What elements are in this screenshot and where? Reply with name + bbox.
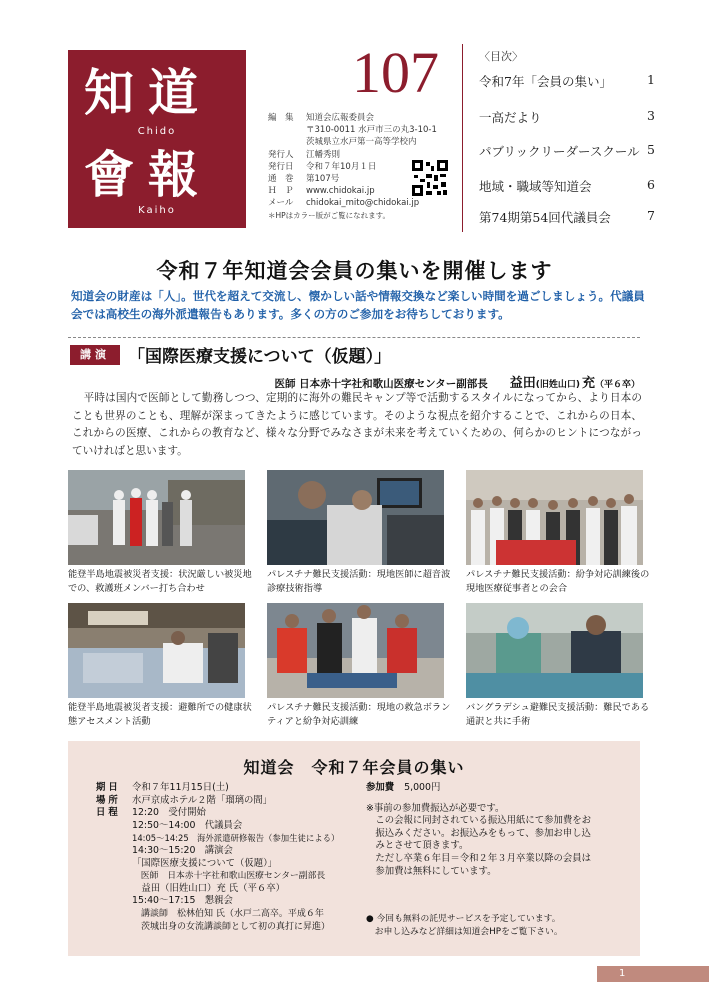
toc-item-page: 3 [647, 108, 655, 123]
toc-item-label: 令和7年「会員の集い」 [479, 74, 612, 89]
qr-code-icon[interactable] [412, 160, 448, 196]
fee-amount: 5,000円 [404, 782, 441, 793]
colophon-key: 発行日 [268, 161, 294, 172]
photo-surgery [466, 603, 643, 698]
colophon-key [268, 136, 306, 148]
speaker-role: 医師 日本赤十字社和歌山医療センター副部長 [274, 378, 488, 390]
speaker-maiden-name: (旧姓山口) [535, 380, 580, 390]
toc-item-page: 6 [647, 177, 655, 192]
colophon-value: 第107号 [306, 174, 340, 185]
colophon-row [268, 197, 468, 209]
colophon-key: 編 集 [268, 113, 294, 123]
page-headline: 令和７年知道会会員の集いを開催します [156, 259, 553, 283]
schedule-item: 講談師 松林伯知 氏（水戸二高卒。平成６年 [132, 908, 324, 919]
colophon-value: 知道会広報委員会 [306, 113, 375, 123]
logo-romaji-bottom: Kaiho [138, 205, 176, 216]
colophon-note: ＊HPはカラー版がご覧になれます。 [268, 210, 391, 220]
photo-caption: パレスチナ難民支援活動：現地医師に超音波診療技術指導 [267, 569, 451, 594]
lead-paragraph: 知道会の財産は「人」。世代を超えて交流し、懐かしい話や情報交換など楽しい時間を過ごしましょう。代議員会では高校生の海外派遣報告もあります。多くの方のご参加をお待ちしております。 [71, 289, 645, 321]
colophon-value: 令和７年10月１日 [306, 161, 377, 172]
toc-label: 〈目次〉 [479, 50, 523, 63]
photo-caption: パレスチナ難民支援活動：紛争対応訓練後の現地医療従事者との会合 [466, 569, 650, 594]
childcare-notes [366, 913, 563, 938]
event-date-row [96, 782, 386, 795]
fee-note: みとさせて頂きます。 [366, 840, 469, 852]
colophon-key: メール [268, 198, 294, 209]
page-number: 1 [597, 966, 709, 982]
lecture-body: 平時は国内で医師として勤務しつつ、定期的に海外の難民キャンプ等で活動するスタイルになってから、より日本のことも世界のことも、理解が深まってきたように感じています。そのような視点を紹介することで、これからの日本、これからの医療、これからの教育など、様々な分野でみなさまが未来を考えていくための、何らかのヒントにつながっていければと思います。 [72, 392, 642, 457]
toc-item-label: 地域・職域等知道会 [479, 179, 592, 194]
childcare-note: お申し込みなど詳細は知道会HPをご覧下さい。 [366, 926, 563, 937]
schedule-item: 12:50～14:00 代議員会 [132, 819, 243, 831]
event-place-row [96, 795, 386, 808]
schedule-item: 益田（旧姓山口）充 氏（平６卒） [132, 882, 285, 894]
fee-note: ※事前の参加費振込が必要です。 [366, 802, 505, 814]
colophon-row [268, 124, 468, 136]
fee-note: 振込みください。お振込みをもって、参加お申し込 [366, 827, 591, 839]
lecture-title: 「国際医療支援について（仮題）」 [128, 347, 392, 367]
schedule-item: 12:20 受付開始 [132, 807, 206, 819]
colophon-row [268, 136, 468, 148]
photo-staff-group [466, 470, 643, 565]
photo-caption: 能登半島地震被災者支援：避難所での健康状態アセスメント活動 [68, 702, 252, 727]
event-schedule-row [96, 807, 386, 933]
toc-item-page: 5 [647, 142, 655, 157]
schedule-item: 15:40～17:15 懇親会 [132, 895, 233, 907]
schedule-item: 医師 日本赤十字社和歌山医療センター副部長 [132, 871, 326, 882]
toc-item-label: パブリックリーダースクール [479, 144, 640, 159]
colophon-value: 江幡秀則 [306, 149, 341, 160]
speaker-given-name: 充 [581, 376, 595, 391]
photo-caption: パレスチナ難民支援活動：現地の救急ボランティアと紛争対応訓練 [267, 702, 451, 727]
toc-item-label: 第74期第54回代議員会 [479, 210, 611, 225]
speaker-graduation: （平６卒） [594, 380, 640, 390]
photo-emergency-training [267, 603, 444, 698]
fee-note: この会報に同封されている振込用紙にて参加費をお [366, 815, 592, 827]
schedule-item: 14:05～14:25 海外派遣研修報告（参加生徒による） [132, 833, 340, 844]
photo-caption: バングラデシュ避難民支援活動：難民である通訳と共に手術 [466, 702, 650, 727]
event-date: 令和７年11月15日(土) [132, 782, 229, 793]
colophon-row [268, 149, 468, 161]
table-of-contents [462, 44, 655, 232]
schedule-list [132, 807, 386, 933]
section-divider [68, 337, 640, 338]
event-fee-notes [366, 782, 626, 878]
lecture-tag: 講演 [70, 345, 120, 365]
logo-title-bottom: 會報 [84, 145, 212, 204]
fee-label: 参加費 [366, 782, 395, 793]
colophon-key: Ｈ Ｐ [268, 186, 294, 197]
colophon-value: 茨城県立水戸第一高等学校内 [306, 137, 417, 148]
colophon-row [268, 112, 468, 124]
speaker-surname: 益田 [509, 376, 536, 391]
fee-note: 参加費は無料にしています。 [366, 865, 497, 877]
event-place: 水戸京成ホテル２階「瑠璃の間」 [132, 794, 273, 806]
schedule-item: 茨城出身の女流講談師として初の真打に昇進） [132, 921, 331, 932]
photo-disaster-briefing [68, 470, 245, 565]
colophon-key [268, 124, 306, 136]
fee-note: ただし卒業６年目＝令和２年３月卒業以降の会員は [366, 852, 592, 864]
photo-shelter-assessment [68, 603, 245, 698]
toc-item-label: 一高だより [479, 110, 542, 125]
colophon-key: 発行人 [268, 149, 294, 160]
logo-title-top: 知道 [84, 63, 212, 122]
event-schedule-label: 日程 [96, 807, 121, 819]
event-info-box [68, 741, 640, 956]
website-link[interactable]: www.chidokai.jp [306, 186, 375, 197]
schedule-item: 14:30～15:20 講演会 [132, 844, 233, 856]
photo-caption: 能登半島地震被災者支援：状況厳しい被災地での、救護班メンバー打ち合わせ [68, 569, 252, 594]
event-date-label: 期日 [96, 782, 121, 793]
email-link[interactable]: chidokai_mito@chidokai.jp [306, 198, 420, 209]
toc-item-page: 1 [647, 72, 655, 87]
logo-romaji-top: Chido [137, 126, 177, 137]
event-place-label: 場所 [96, 794, 121, 806]
photo-ultrasound-training [267, 470, 444, 565]
issue-number: 107 [352, 40, 439, 105]
event-schedule [96, 782, 386, 933]
lecture-speaker [100, 372, 640, 391]
colophon-value: 〒310-0011 水戸市三の丸3-10-1 [306, 125, 437, 136]
schedule-item: 「国際医療支援について（仮題）」 [132, 857, 278, 869]
colophon-key: 通 巻 [268, 174, 294, 185]
fee-row [366, 782, 626, 795]
toc-item-page: 7 [647, 208, 655, 223]
childcare-note: ● 今回も無料の託児サービスを予定しています。 [366, 914, 561, 924]
event-title: 知道会 令和７年会員の集い [243, 758, 465, 777]
masthead-logo [68, 50, 246, 228]
